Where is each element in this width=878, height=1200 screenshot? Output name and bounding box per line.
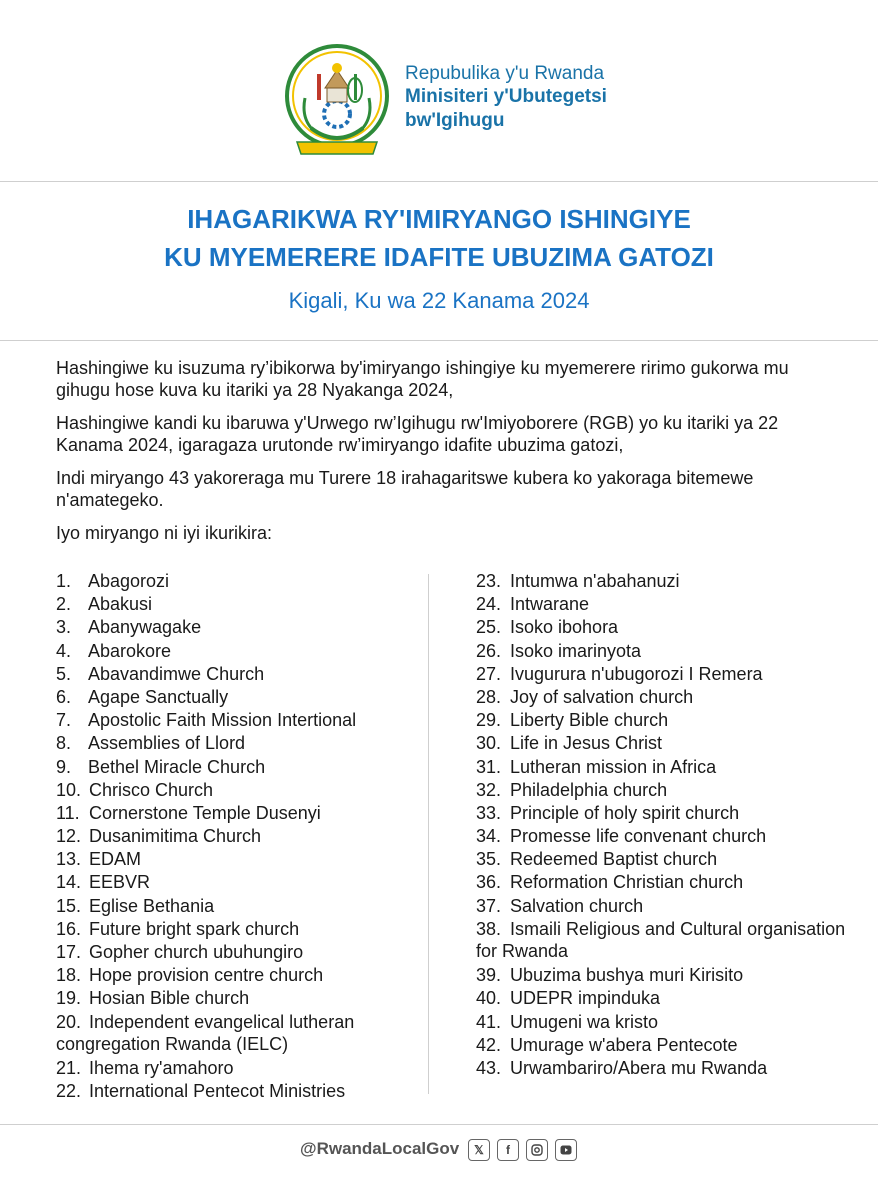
list-item-name: Principle of holy spirit church	[510, 802, 740, 823]
list-item	[56, 987, 421, 1010]
list-item-number: 39.	[476, 965, 502, 986]
list-item	[56, 709, 421, 732]
list-item-number: 12.	[56, 826, 82, 847]
list-item-name: Isoko imarinyota	[510, 640, 642, 661]
list-item-number: 28.	[476, 686, 502, 707]
list-item-name: Life in Jesus Christ	[510, 733, 663, 754]
list-item	[56, 1057, 421, 1080]
youtube-icon[interactable]	[555, 1139, 577, 1161]
list-item-number: 18.	[56, 965, 82, 986]
list-item-name: Liberty Bible church	[510, 710, 669, 731]
list-item-number: 31.	[476, 756, 502, 777]
list-item-number: 41.	[476, 1011, 502, 1032]
list-item	[56, 570, 421, 593]
social-handle: @RwandaLocalGov	[300, 1139, 460, 1158]
list-item-number: 4.	[56, 640, 72, 661]
list-item	[56, 732, 421, 755]
list-item-number: 23.	[476, 571, 502, 591]
list-item-name: Promesse life convenant church	[510, 826, 767, 847]
list-item-number: 37.	[476, 895, 502, 916]
list-item-number: 42.	[476, 1034, 502, 1055]
list-item-name: Intumwa n'abahanuzi	[510, 571, 680, 591]
list-item-number: 11.	[56, 802, 80, 823]
list-item-name: Abanywagake	[88, 617, 202, 638]
list-item	[56, 593, 421, 616]
list-item	[476, 918, 856, 964]
list-item-name: Redeemed Baptist church	[510, 849, 718, 870]
list-item-name: Dusanimitima Church	[89, 826, 262, 847]
list-item-number: 30.	[476, 733, 502, 754]
list-item-number: 1.	[56, 571, 72, 591]
list-item-number: 21.	[56, 1057, 82, 1078]
list-item	[476, 987, 856, 1010]
instagram-icon[interactable]	[526, 1139, 548, 1161]
list-item-number: 6.	[56, 686, 72, 707]
list-item-name: Abakusi	[88, 594, 153, 615]
list-item-name: Ihema ry'amahoro	[89, 1057, 234, 1078]
list-item	[56, 640, 421, 663]
title-line2: KU MYEMERERE IDAFITE UBUZIMA GATOZI	[164, 242, 714, 272]
list-item-number: 15.	[56, 895, 82, 916]
list-item	[56, 756, 421, 779]
organization-list-right	[476, 570, 856, 1080]
list-item-name: Ismaili Religious and Cultural organisation for Rwanda	[476, 918, 846, 961]
list-item-name: Cornerstone Temple Dusenyi	[89, 802, 321, 823]
org-line1: Repubulika y'u Rwanda	[405, 63, 605, 84]
list-item-number: 32.	[476, 779, 502, 800]
x-icon[interactable]: 𝕏	[468, 1139, 490, 1161]
list-item-name: Future bright spark church	[89, 918, 300, 939]
column-divider	[428, 574, 429, 1094]
list-item	[476, 640, 856, 663]
list-item-name: Gopher church ubuhungiro	[89, 942, 304, 962]
list-item-name: Assemblies of Llord	[88, 733, 246, 754]
list-item-name: Umugeni wa kristo	[510, 1011, 659, 1032]
list-item	[56, 964, 421, 987]
paragraph-2: Hashingiwe kandi ku ibaruwa y'Urwego rw’Igihugu rw'Imiyoborere (RGB) yo ku itariki ya 22 Kanama 2024, igaragaza urutonde rw’imiryango idafite ubuzima gatozi,	[56, 413, 779, 455]
list-item	[476, 570, 856, 593]
list-item-number: 27.	[476, 663, 502, 684]
list-item	[56, 871, 421, 894]
footer-divider	[0, 1124, 878, 1125]
date: Kigali, Ku wa 22 Kanama 2024	[288, 288, 590, 313]
list-item-number: 34.	[476, 826, 502, 847]
list-item	[476, 709, 856, 732]
ministry-name	[405, 62, 607, 133]
list-item	[476, 964, 856, 987]
list-item	[476, 756, 856, 779]
list-item	[476, 1011, 856, 1034]
list-item-name: Hope provision centre church	[89, 965, 324, 986]
list-item-number: 24.	[476, 594, 502, 615]
list-item-name: Ubuzima bushya muri Kirisito	[510, 965, 744, 986]
list-item-number: 20.	[56, 1011, 82, 1032]
title-divider	[0, 340, 878, 341]
list-item-number: 9.	[56, 756, 72, 777]
list-item	[56, 895, 421, 918]
organization-list-left	[56, 570, 421, 1103]
list-item-name: Abavandimwe Church	[88, 663, 265, 684]
list-item-name: Salvation church	[510, 895, 644, 916]
header-divider	[0, 181, 878, 182]
list-item	[56, 1080, 421, 1103]
list-item-number: 8.	[56, 733, 72, 754]
list-item-number: 22.	[56, 1081, 82, 1102]
list-item-number: 7.	[56, 710, 72, 731]
list-item-name: EDAM	[89, 849, 142, 870]
list-item	[476, 848, 856, 871]
list-item	[56, 825, 421, 848]
rwanda-coat-of-arms-icon	[283, 38, 391, 164]
list-item-number: 38.	[476, 918, 502, 939]
list-item-name: Intwarane	[510, 594, 590, 615]
list-item	[56, 802, 421, 825]
list-item-name: Isoko ibohora	[510, 617, 619, 638]
list-item-number: 26.	[476, 640, 502, 661]
list-item-number: 29.	[476, 710, 502, 731]
list-item	[56, 918, 421, 941]
list-item-number: 43.	[476, 1057, 502, 1078]
list-item-name: EEBVR	[89, 872, 151, 893]
list-item	[56, 616, 421, 639]
list-item-number: 10.	[56, 779, 82, 800]
list-item	[476, 593, 856, 616]
list-item	[476, 871, 856, 894]
list-item-number: 17.	[56, 942, 82, 962]
list-item-number: 33.	[476, 802, 502, 823]
list-item-name: Ivugurura n'ubugorozi I Remera	[510, 663, 763, 684]
list-item	[56, 686, 421, 709]
list-item-name: Eglise Bethania	[89, 895, 215, 916]
list-item	[476, 895, 856, 918]
paragraph-1: Hashingiwe ku isuzuma ry’ibikorwa by'imiryango ishingiye ku myemerere ririmo gukorwa mu gihugu hose kuva ku itariki ya 28 Nyakanga 2024,	[56, 358, 789, 400]
list-item-number: 5.	[56, 663, 72, 684]
list-item-name: International Pentecot Ministries	[89, 1081, 346, 1102]
list-item	[56, 941, 421, 964]
list-item-name: Philadelphia church	[510, 779, 668, 800]
title-line1: IHAGARIKWA RY'IMIRYANGO ISHINGIYE	[187, 204, 691, 234]
list-item	[476, 1034, 856, 1057]
list-item	[476, 1057, 856, 1080]
header	[0, 0, 878, 180]
list-item-name: Bethel Miracle Church	[88, 756, 266, 777]
list-item	[56, 779, 421, 802]
list-item-number: 3.	[56, 617, 72, 638]
list-item-name: Reformation Christian church	[510, 872, 744, 893]
list-item-number: 13.	[56, 849, 82, 870]
list-item-number: 2.	[56, 594, 72, 615]
list-item	[476, 686, 856, 709]
org-line2: Minisiteri y'Ubutegetsi	[405, 86, 607, 107]
list-item	[476, 825, 856, 848]
list-item-name: Lutheran mission in Africa	[510, 756, 717, 777]
list-item	[56, 1011, 421, 1057]
list-item-name: Independent evangelical lutheran congregation Rwanda (IELC)	[56, 1011, 355, 1054]
list-item-number: 16.	[56, 918, 82, 939]
list-item-name: Joy of salvation church	[510, 686, 694, 707]
list-item-name: Hosian Bible church	[89, 988, 250, 1009]
list-item-name: Abagorozi	[88, 571, 170, 591]
paragraph-4: Iyo miryango ni iyi ikurikira:	[56, 523, 273, 543]
list-item-number: 36.	[476, 872, 502, 893]
org-line3: bw'Igihugu	[405, 110, 505, 131]
list-item	[476, 802, 856, 825]
list-item-name: Apostolic Faith Mission Intertional	[88, 710, 357, 731]
list-item-number: 14.	[56, 872, 82, 893]
list-item-number: 19.	[56, 988, 82, 1009]
list-item-name: Agape Sanctually	[88, 686, 229, 707]
list-item	[56, 848, 421, 871]
list-item-name: Urwambariro/Abera mu Rwanda	[510, 1057, 768, 1078]
list-item-name: Umurage w'abera Pentecote	[510, 1034, 738, 1055]
list-item	[476, 779, 856, 802]
list-item	[476, 616, 856, 639]
list-item-number: 25.	[476, 617, 502, 638]
list-item	[56, 663, 421, 686]
list-item	[476, 732, 856, 755]
list-item-name: Chrisco Church	[89, 779, 214, 800]
list-item-number: 40.	[476, 988, 502, 1009]
paragraph-3: Indi miryango 43 yakoreraga mu Turere 18 irahagaritswe kubera ko yakoraga bitemewe n'amategeko.	[56, 468, 754, 510]
facebook-icon[interactable]: f	[497, 1139, 519, 1161]
list-item-name: Abarokore	[88, 640, 172, 661]
list-item	[476, 663, 856, 686]
list-item-name: UDEPR impinduka	[510, 988, 661, 1009]
list-item-number: 35.	[476, 849, 502, 870]
